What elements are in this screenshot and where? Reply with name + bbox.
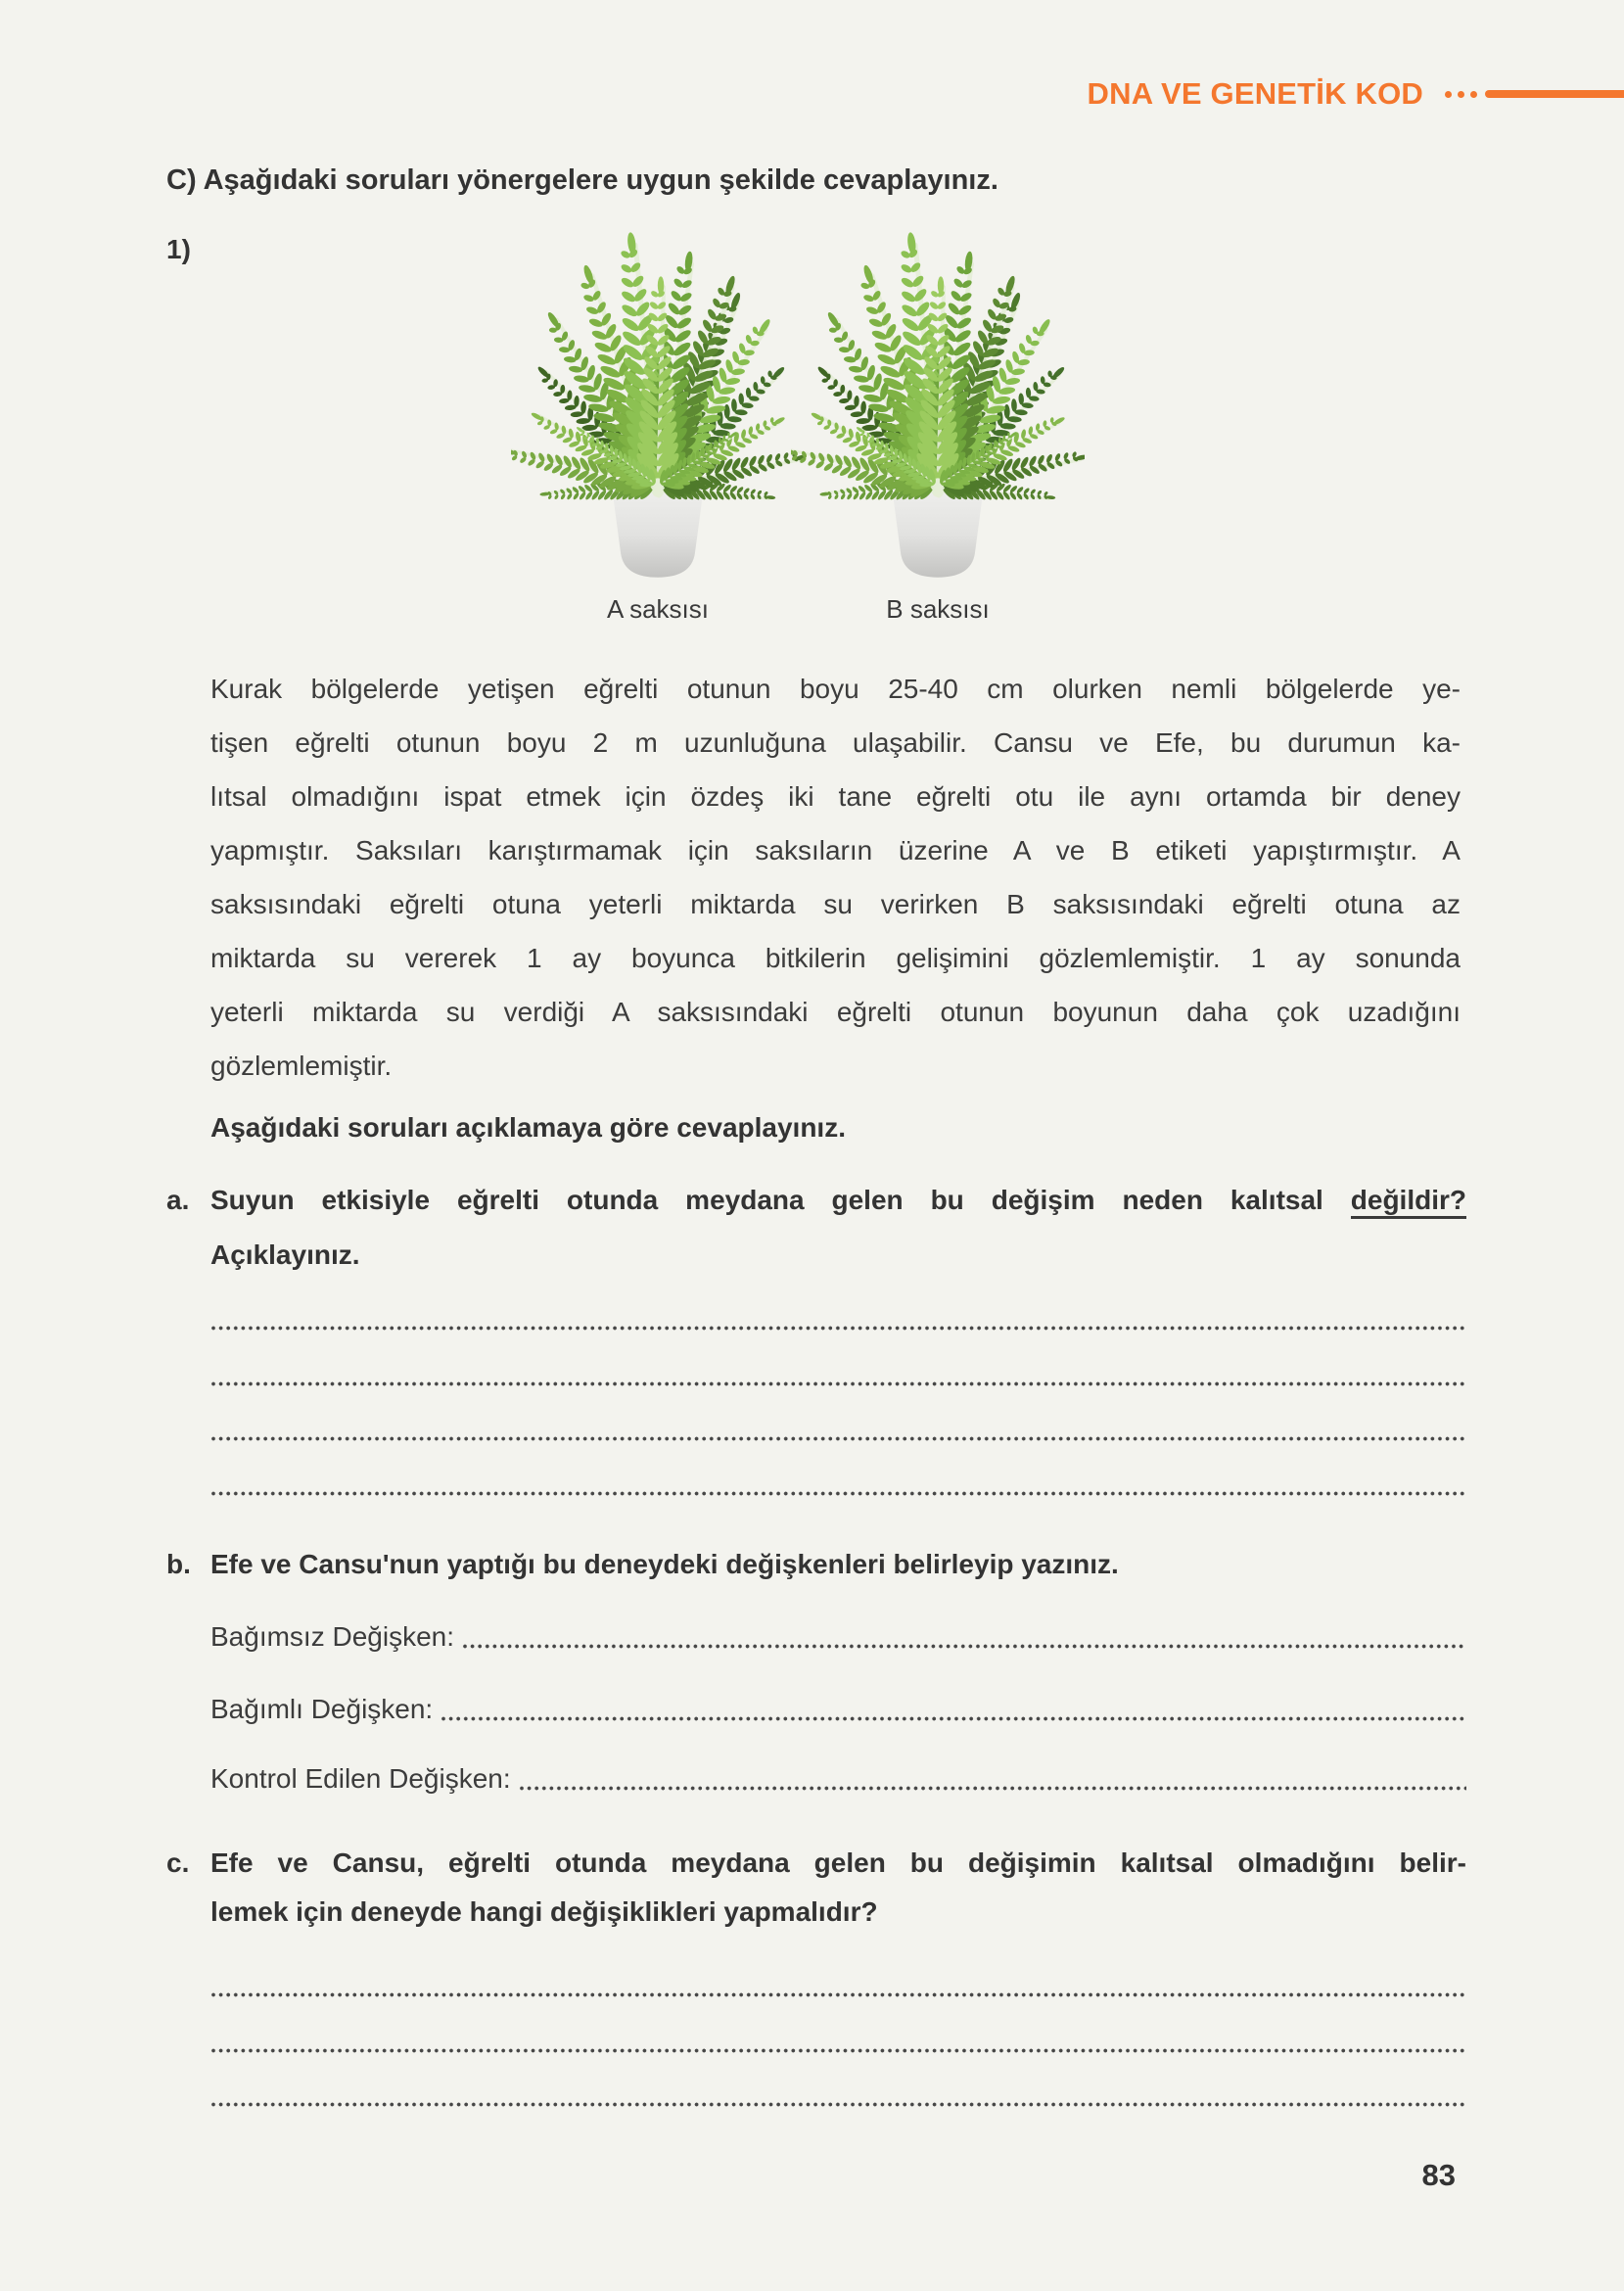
passage-line: gözlemlemiştir. — [210, 1051, 393, 1081]
answer-line — [210, 1325, 1466, 1332]
page-number: 83 — [1421, 2158, 1456, 2192]
part-c-line1: Efe ve Cansu, eğrelti otunda meydana gelen bu değişimin kalıtsal olmadığını belir- — [210, 1847, 1466, 1878]
part-b-letter: b. — [166, 1549, 191, 1579]
chapter-title: DNA VE GENETİK KOD — [1087, 76, 1423, 111]
underlined-word: değildir? — [1351, 1185, 1466, 1219]
answer-leader — [441, 1715, 1466, 1722]
section-instruction: Aşağıdaki soruları yönergelere uygun şekilde cevaplayınız. — [203, 164, 998, 196]
sub-prompt: Aşağıdaki soruları açıklamaya göre cevaplayınız. — [210, 1112, 846, 1143]
part-b-question — [166, 1547, 1466, 1582]
section-letter: C) — [166, 164, 197, 196]
answer-line — [210, 1490, 1466, 1497]
field-controlled-variable — [210, 1762, 1466, 1796]
answer-line — [210, 1991, 1466, 1998]
answer-line — [210, 2047, 1466, 2054]
question-number: 1) — [166, 234, 191, 264]
part-c-question — [166, 1839, 1466, 1937]
passage-line: yeterli miktarda su verdiği A saksısındaki eğrelti otunun boyunun daha çok uzadığını — [210, 997, 1461, 1027]
field-independent-variable — [210, 1620, 1466, 1654]
page-header — [1088, 76, 1624, 112]
header-dots-icon — [1439, 91, 1477, 98]
figure-pot-b — [791, 211, 1085, 625]
figure-pot-a — [511, 211, 805, 625]
passage-line: saksısındaki eğrelti otuna yeterli miktarda su verirken B saksısındaki eğrelti otuna az — [210, 889, 1461, 919]
part-a-letter: a. — [166, 1185, 190, 1215]
answer-leader — [519, 1785, 1466, 1792]
passage-line: lıtsal olmadığını ispat etmek için özdeş iki tane eğrelti otu ile aynı ortamda bir deney — [210, 781, 1461, 812]
answer-line — [210, 2101, 1466, 2108]
part-a-line2: Açıklayınız. — [210, 1239, 360, 1270]
section-c-heading — [166, 163, 998, 198]
passage-line: Kurak bölgelerde yetişen eğrelti otunun boyu 25-40 cm olurken nemli bölgelerde ye- — [210, 674, 1461, 704]
part-b-text: Efe ve Cansu'nun yaptığı bu deneydeki değişkenleri belirleyip yazınız. — [210, 1549, 1119, 1579]
answer-line — [210, 1435, 1466, 1442]
pot-a-label: A saksısı — [606, 594, 710, 624]
field-label: Bağımsız Değişken: — [210, 1621, 454, 1652]
passage-line: miktarda su vererek 1 ay boyunca bitkilerin gelişimini gözlemlemiştir. 1 ay sonunda — [210, 943, 1461, 973]
fern-plant-image — [791, 211, 1085, 583]
part-c-line2: lemek için deneyde hangi değişiklikleri yapmalıdır? — [210, 1896, 878, 1927]
part-c-letter: c. — [166, 1847, 190, 1878]
field-dependent-variable — [210, 1693, 1466, 1726]
field-label: Kontrol Edilen Değişken: — [210, 1763, 511, 1794]
passage-line: tişen eğrelti otunun boyu 2 m uzunluğuna ulaşabilir. Cansu ve Efe, bu durumun ka- — [210, 727, 1461, 758]
part-a-question — [166, 1173, 1466, 1283]
passage — [210, 662, 1461, 1093]
answer-line — [210, 1380, 1466, 1387]
part-a-line1: Suyun etkisiyle eğrelti otunda meydana gelen bu değişim neden kalıtsal değildir? — [210, 1173, 1466, 1228]
passage-line: yapmıştır. Saksıları karıştırmamak için saksıların üzerine A ve B etiketi yapıştırmıştır. A — [210, 835, 1461, 865]
answer-leader — [462, 1643, 1466, 1650]
pot-b-label: B saksısı — [886, 594, 990, 624]
field-label: Bağımlı Değişken: — [210, 1694, 434, 1724]
fern-plant-image — [511, 211, 805, 583]
header-rule — [1485, 90, 1624, 98]
